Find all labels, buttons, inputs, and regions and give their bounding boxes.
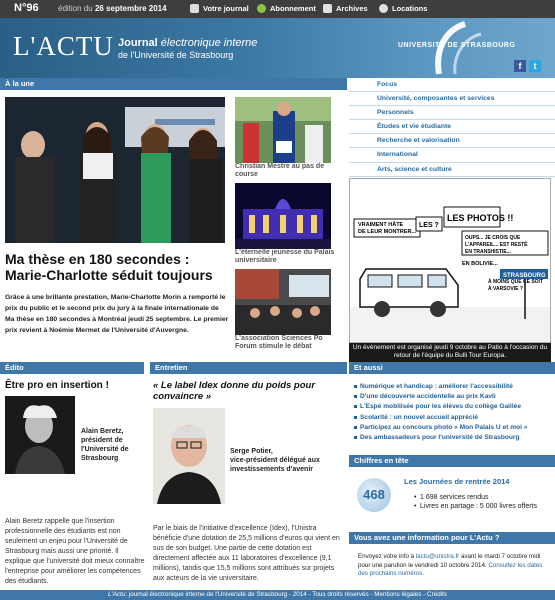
info-header: Vous avez une information pour L'Actu ?	[349, 532, 555, 544]
entretien-header: Entretien	[150, 362, 347, 374]
chiffres-badge-icon: 468	[357, 478, 391, 512]
edito-title[interactable]: Être pro en insertion !	[5, 380, 109, 391]
tagline-sub: de l'Université de Strasbourg	[118, 50, 234, 60]
et-aussi-header: Et aussi	[349, 362, 555, 374]
menu-item-recherche[interactable]: Recherche et valorisation	[349, 134, 555, 148]
nav-locations[interactable]: Locations	[379, 4, 427, 13]
entretien-title[interactable]: « Le label Idex donne du poids pour convaincre »	[153, 380, 316, 402]
svg-text:L'APPAREIL... EST RESTÉ: L'APPAREIL... EST RESTÉ	[465, 242, 528, 248]
info-email-link[interactable]: lactu@unistra.fr	[415, 553, 460, 560]
university-logo-icon	[425, 20, 485, 78]
cartoon-sign: STRASBOURG	[503, 273, 546, 279]
archives-icon	[323, 4, 332, 13]
cartoon-bubble-1: VRAIMENT HÂTE	[358, 222, 404, 228]
hero-headline[interactable]: Ma thèse en 180 secondes : Marie-Charlotte séduit toujours	[5, 251, 213, 283]
cartoon[interactable]	[349, 178, 551, 343]
site-logo[interactable]: L'ACTU	[13, 31, 114, 61]
edito-header: Édito	[0, 362, 144, 374]
portrait-icon	[5, 396, 75, 474]
top-bar	[0, 0, 555, 18]
thumb-caption-3[interactable]: L'association Sciences Po Forum stimule le débat	[235, 335, 323, 350]
hero-image[interactable]	[5, 97, 225, 243]
info-dates-link[interactable]: Consultez les dates des prochains numéros.	[358, 561, 543, 577]
et-aussi-list	[354, 382, 552, 443]
university-name: UNIVERSITÉ DE STRASBOURG	[398, 42, 516, 49]
locations-icon	[379, 4, 388, 13]
journal-icon	[190, 4, 199, 13]
edito-caption: Alain Beretz, président de l'Université de Strasbourg	[81, 428, 129, 462]
menu-item-international[interactable]: International	[349, 148, 555, 162]
thumb-caption-1[interactable]: Christian Mestre au pas de course	[235, 163, 325, 178]
nav-archives[interactable]: Archives	[323, 4, 368, 13]
portrait-icon	[153, 408, 225, 504]
svg-text:DE LEUR MONTRER...: DE LEUR MONTRER...	[358, 229, 417, 235]
info-text: Envoyez votre info à lactu@unistra.fr avant le mardi 7 octobre midi pour une parution le vendredi 10 octobre 2014. Consultez les dates des prochains numéros.	[358, 553, 543, 577]
list-item[interactable]: Numérique et handicap : améliorer l'accessibilité	[354, 382, 552, 392]
edito-photo[interactable]	[5, 396, 75, 474]
list-item: • Livres en partage : 5 000 livres offerts	[414, 503, 537, 510]
tagline: Journal électronique interne	[118, 37, 258, 49]
issue-number: N°96	[14, 2, 39, 14]
a-la-une-header: À la une	[0, 78, 347, 90]
thumb-christian-mestre[interactable]	[235, 97, 331, 163]
list-item[interactable]: Scolarité : un nouvel accueil apprécié	[354, 413, 552, 423]
hero-photo-icon	[5, 97, 225, 243]
list-item[interactable]: D'une découverte accidentelle au prix Kavli	[354, 392, 552, 402]
entretien-caption: Serge Potier, vice-président délégué aux investissements d'avenir	[230, 448, 320, 473]
thumb-caption-2[interactable]: L'éternelle jeunesse du Palais universitaire	[235, 249, 335, 264]
subscribe-icon	[257, 4, 266, 13]
footer: L'Actu: journal électronique interne de l'Université de Strasbourg - 2014 - Tous droits réservés - Mentions légales - Crédits	[0, 590, 555, 600]
entretien-photo[interactable]	[153, 408, 225, 504]
hero-text: Grâce à une brillante prestation, Marie-Charlotte Morin a remporté le prix du public et le second prix du jury à la finale internationale de Ma thèse en 180 secondes à Montréal jeudi 25 septembre. Le premier prix revient à Noémie Mermet de l'Université d'Auvergne.	[5, 294, 229, 334]
svg-text:EN TRANSHISTIE...: EN TRANSHISTIE...	[465, 249, 511, 255]
menu-item-universite[interactable]: Université, composantes et services	[349, 92, 555, 106]
chiffres-list	[414, 493, 549, 511]
thumb-palais-universitaire[interactable]	[235, 183, 331, 249]
list-item[interactable]: L'Espé mobilisée pour les élèves du collège Galilée	[354, 402, 552, 412]
cartoon-bubble-6: À MOINS QUE CE SOIT	[488, 279, 544, 285]
category-menu	[349, 78, 555, 177]
cartoon-drawing-icon	[350, 179, 551, 343]
chiffres-title[interactable]: Les Journées de rentrée 2014	[404, 477, 510, 486]
list-item[interactable]: Des ambassadeurs pour l'université de Strasbourg	[354, 433, 552, 443]
menu-item-arts[interactable]: Arts, science et culture	[349, 163, 555, 177]
menu-item-personnels[interactable]: Personnels	[349, 106, 555, 120]
menu-item-etudes[interactable]: Études et vie étudiante	[349, 120, 555, 134]
cartoon-bubble-2: LES ?	[419, 222, 439, 229]
twitter-icon[interactable]: t	[529, 60, 541, 72]
svg-text:À VARSOVIE ?: À VARSOVIE ?	[488, 286, 523, 292]
entretien-text: Par le biais de l'initiative d'excellence (Idex), l'Unistra bénéficie d'une dotation de 25,5 millions d'euros qui vient en sus de son budget. Une partie de cette dotation est directement affectée aux 11 laboratoires d'excellence (9,1 millions), tandis que 15,5 millions sont attribués sur projets aux acteurs de la vie universitaire.	[153, 525, 340, 582]
cartoon-caption: Un événement est organisé jeudi 9 octobre au Patio à l'occasion du retour de l'équipe du Bulli Tour Europa.	[349, 343, 551, 362]
cartoon-bubble-4: OUPS... JE CROIS QUE	[465, 235, 521, 241]
list-item[interactable]: Participez au concours photo « Mon Palais U et moi »	[354, 423, 552, 433]
facebook-icon[interactable]: f	[514, 60, 526, 72]
menu-item-focus[interactable]: Focus	[349, 78, 555, 92]
banner	[0, 18, 555, 78]
nav-votre-journal[interactable]: Votre journal	[190, 4, 249, 13]
nav-abonnement[interactable]: Abonnement	[257, 4, 316, 13]
list-item: • 1 698 services rendus	[414, 494, 489, 501]
cartoon-bubble-3: LES PHOTOS !!	[447, 213, 514, 223]
edition-date: édition du 26 septembre 2014	[58, 4, 167, 13]
thumb-sciences-po[interactable]	[235, 269, 331, 335]
cartoon-bubble-5: EN BOLIVIE...	[462, 261, 498, 267]
chiffres-header: Chiffres en tête	[349, 455, 555, 467]
edito-text: Alain Beretz rappelle que l'insertion professionnelle des étudiants est non seulement un enjeu pour l'Université de Strasbourg mais aussi une priorité. Il explique que l'université doit mieux connaître l'entreprise pour améliorer les compétences des étudiants.	[5, 518, 145, 585]
